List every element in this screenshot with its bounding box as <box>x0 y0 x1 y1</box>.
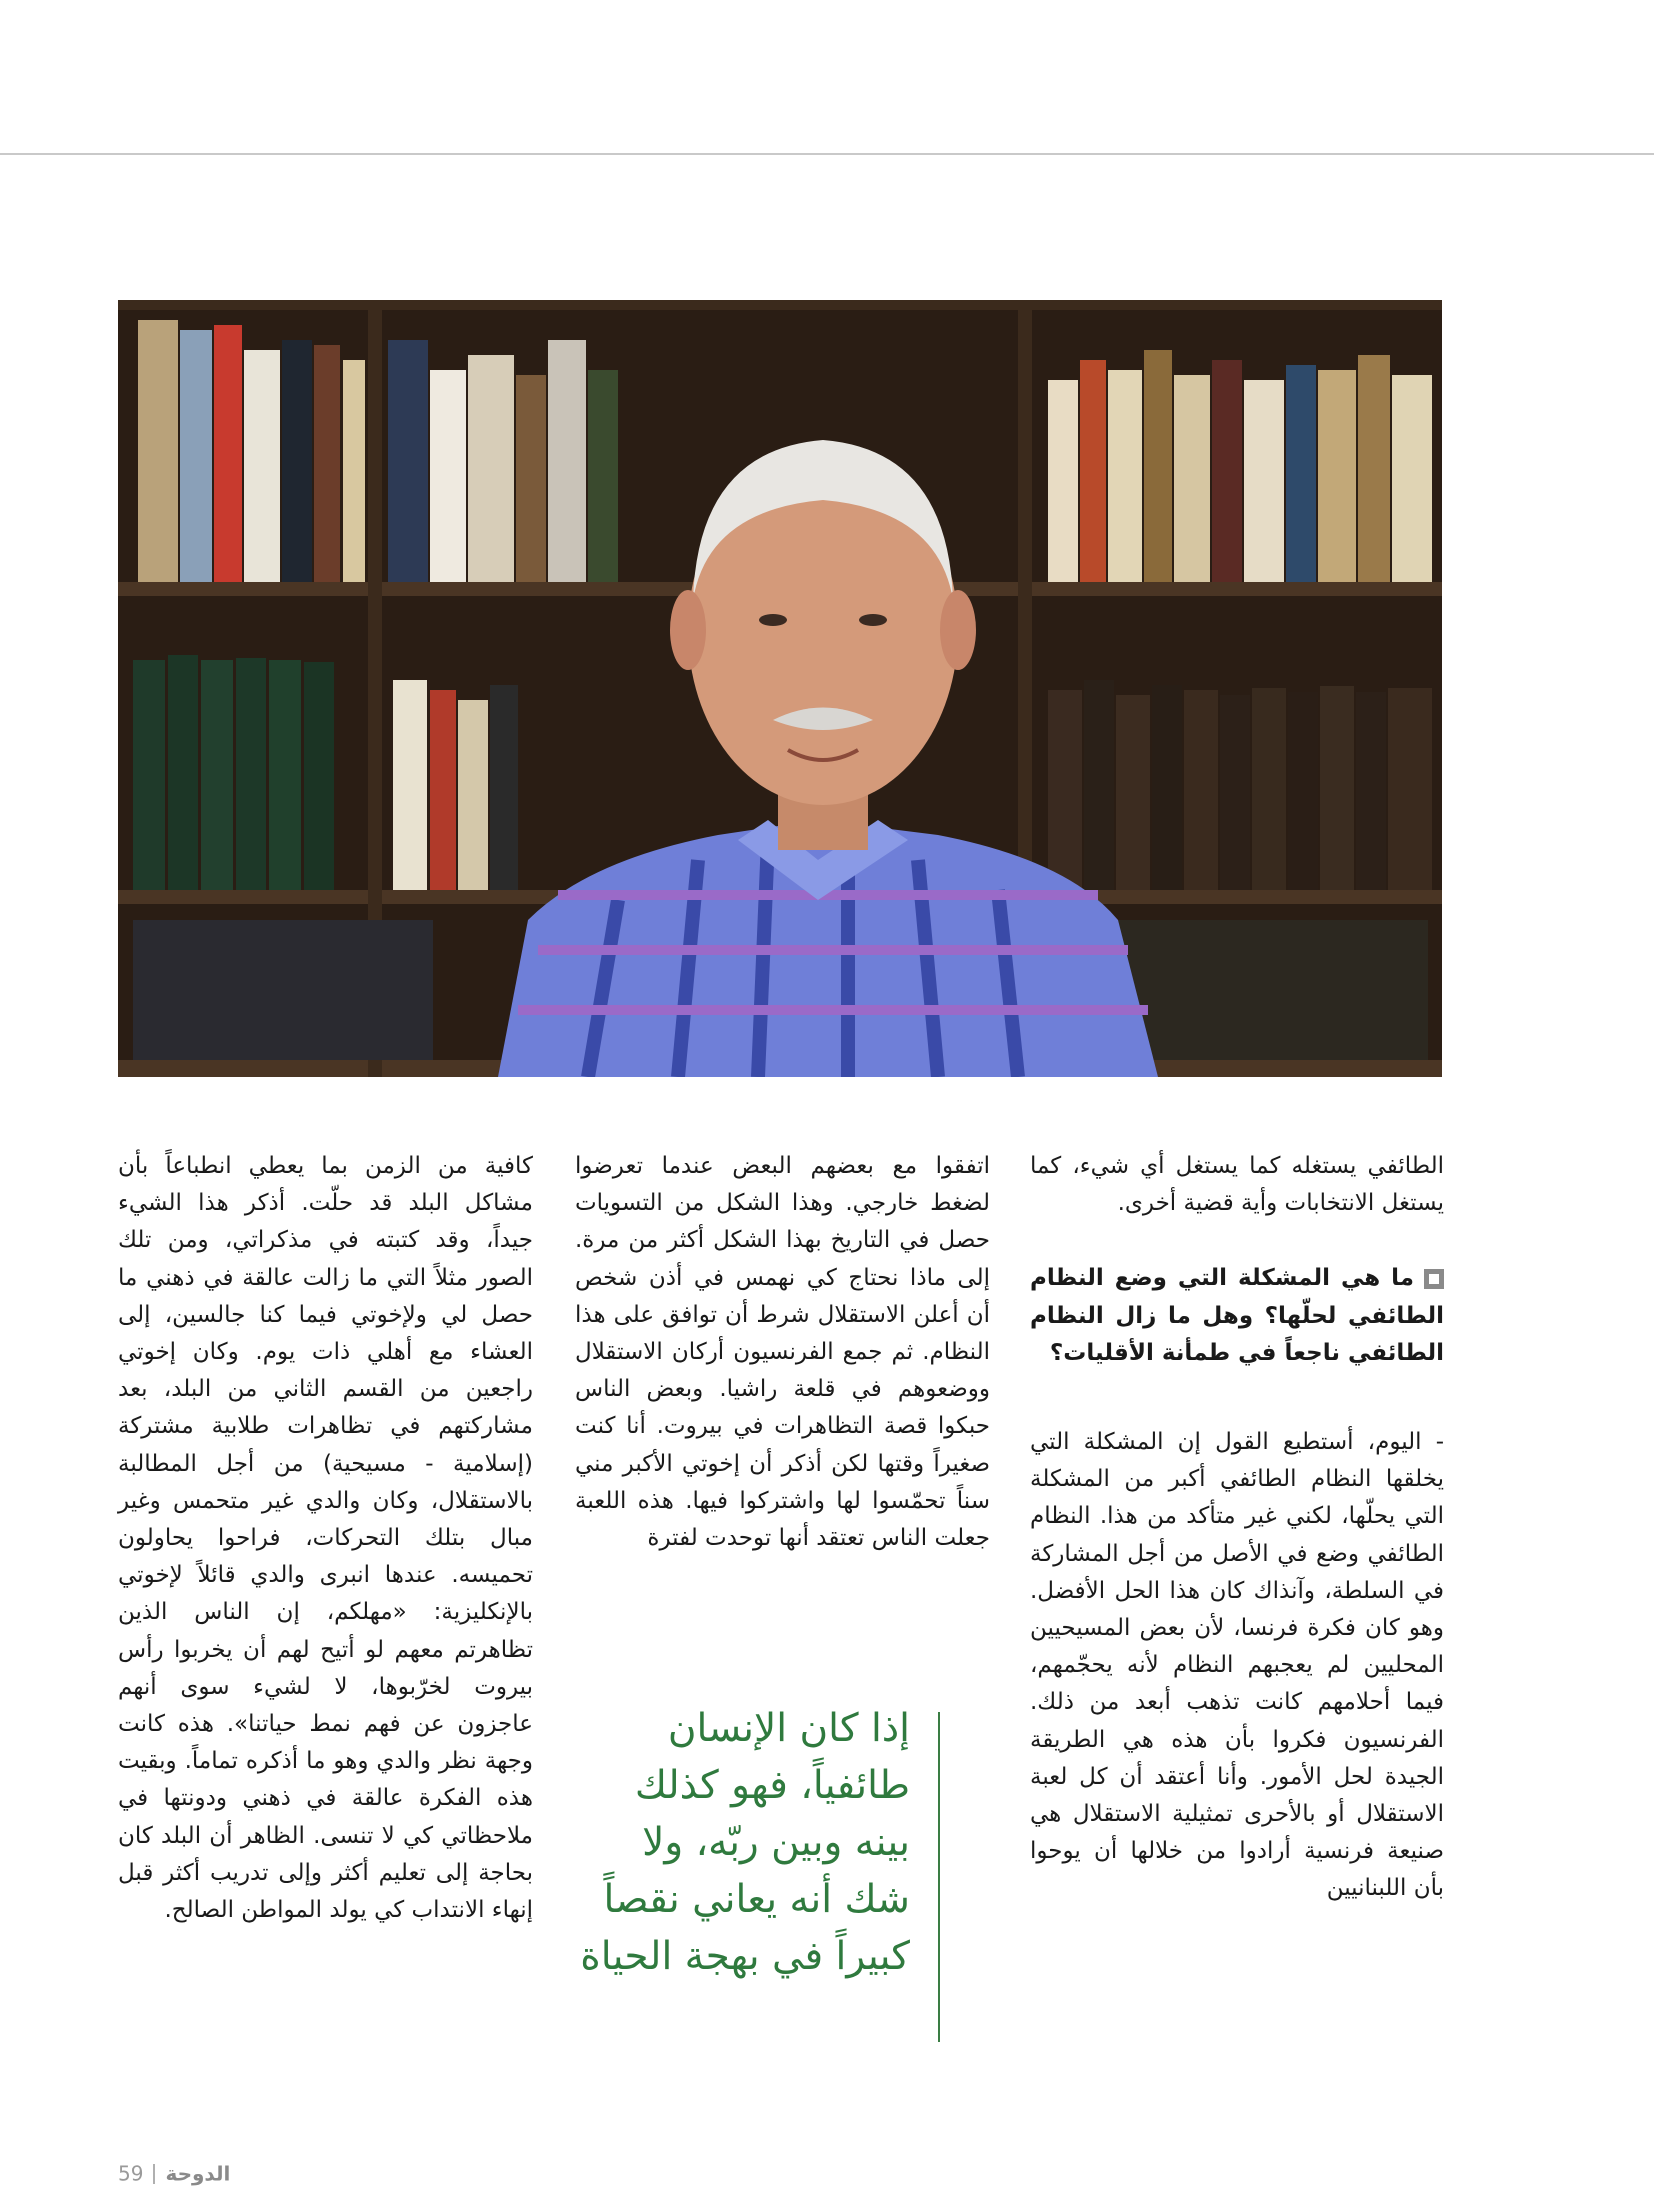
pull-quote: إذا كان الإنسان طائفياً، فهو كذلك بينه وبين ربّه، ولا شك أنه يعاني نقصاً كبيراً في بهجة الحياة <box>580 1706 910 1979</box>
pull-quote-rule <box>938 1712 940 2042</box>
portrait-photo-icon <box>118 300 1442 1077</box>
column-left <box>118 1148 533 1929</box>
column-right <box>1030 1148 1444 1908</box>
paragraph: - اليوم، أستطيع القول إن المشكلة التي يخلقها النظام الطائفي أكبر من المشكلة التي يحلّها، لكني غير متأكد من هذا. النظام الطائفي وضع في الأصل من أجل المشاركة في السلطة، وآنذاك كان هذا الحل الأفضل. وهو كان فكرة فرنسا، لأن بعض المسيحيين المحليين لم يعجبهم النظام لأنه يحجّمهم، فيما أحلامهم كانت تذهب أبعد من ذلك. الفرنسيون فكروا بأن هذه هي الطريقة الجيدة لحل الأمور. وأنا أعتقد أن كل لعبة الاستقلال أو بالأحرى تمثيلية الاستقلال هي صنيعة فرنسية أرادوا من خلالها أن يوحوا بأن اللبنانيين <box>1030 1429 1444 1902</box>
interview-question <box>1030 1260 1444 1372</box>
magazine-logo: الدوحة <box>165 2161 231 2186</box>
page-number: 59 <box>118 2161 144 2186</box>
page-footer <box>118 2160 230 2186</box>
paragraph: كافية من الزمن بما يعطي انطباعاً بأن مشاكل البلد قد حلّت. أذكر هذا الشيء جيداً، وقد كتبته في مذكراتي، ومن تلك الصور مثلاً التي ما زالت عالقة في ذهني ما حصل لي ولإخوتي فيما كنا جالسين، إلى العشاء مع أهلي ذات يوم. وكان إخوتي راجعين من القسم الثاني من البلد، بعد مشاركتهم في تظاهرات طلابية مشتركة (إسلامية - مسيحية) من أجل المطالبة بالاستقلال، وكان والدي غير متحمس وغير مبال بتلك التحركات، فراحوا يحاولون تحميسه. عندها انبرى والدي قائلاً لإخوتي بالإنكليزية: «مهلكم، إن الناس الذين تظاهرتم معهم لو أتيح لهم أن يخربوا رأس بيروت لخرّبوها، لا لشيء سوى أنهم عاجزون عن فهم نمط حياتنا». هذه كانت وجهة نظر والدي وهو ما أذكره تماماً. وبقيت هذه الفكرة عالقة في ذهني ودونتها في ملاحظاتي كي لا تنسى. الظاهر أن البلد كان بحاجة إلى تعليم أكثر وإلى تدريب أكثر قبل إنهاء الانتداب كي يولد المواطن الصالح. <box>118 1153 533 1924</box>
paragraph: اتفقوا مع بعضهم البعض عندما تعرضوا لضغط خارجي. وهذا الشكل من التسويات حصل في التاريخ بهذا الشكل أكثر من مرة. إلى ماذا نحتاج كي نهمس في أذن شخص أن أعلن الاستقلال شرط أن توافق على هذا النظام. ثم جمع الفرنسيون أركان الاستقلال ووضعوهم في قلعة راشيا. وبعض الناس حبكوا قصة التظاهرات في بيروت. أنا كنت صغيراً وقتها لكن أذكر أن إخوتي الأكبر مني سناً تحمّسوا لها واشتركوا فيها. هذه اللعبة جعلت الناس تعتقد أنها توحدت لفترة <box>575 1153 990 1552</box>
paragraph: الطائفي يستغله كما يستغل أي شيء، كما يستغل الانتخابات وأية قضية أخرى. <box>1030 1153 1444 1217</box>
portrait-photo <box>118 300 1442 1077</box>
footer-divider <box>153 2164 155 2184</box>
top-divider <box>0 153 1654 155</box>
question-marker-icon <box>1424 1269 1444 1289</box>
column-middle <box>575 1148 990 1557</box>
question-text: ما هي المشكلة التي وضع النظام الطائفي لحلّها؟ وهل ما زال النظام الطائفي ناجعاً في طمأنة الأقليات؟ <box>1030 1265 1444 1366</box>
